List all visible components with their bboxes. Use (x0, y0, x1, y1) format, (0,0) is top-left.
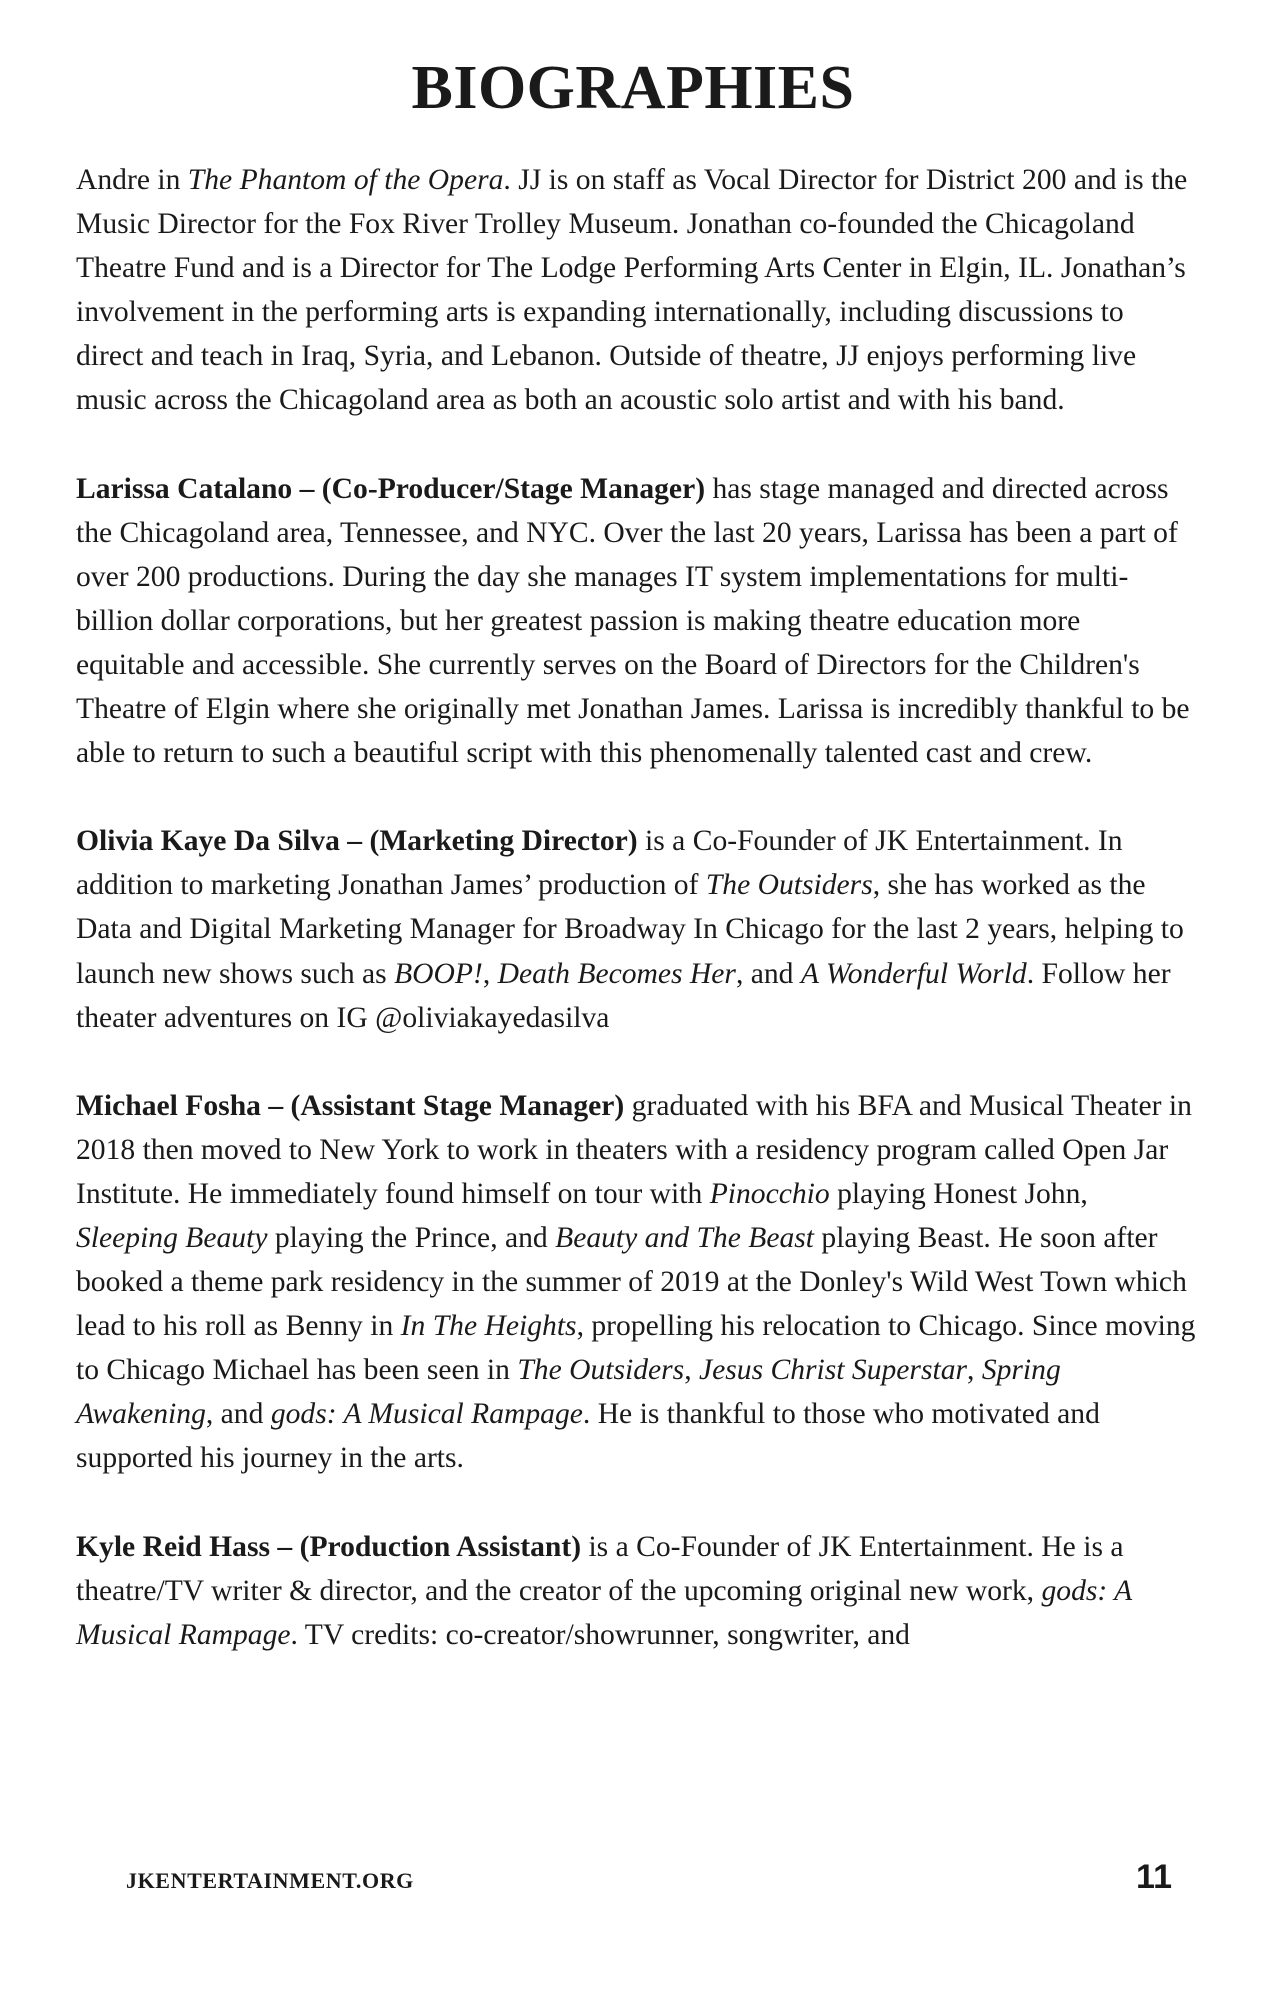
bio-text: playing Honest John, (829, 1177, 1088, 1210)
bio-text: , (967, 1354, 982, 1387)
bio-text: playing Beast. He soon after booked a theme park residency in the summer of 2019 at the Donley's Wild West Town which lead to his roll as Benny in (76, 1221, 1187, 1343)
bio-text: , (684, 1354, 699, 1387)
show-title: Beauty and The Beast (555, 1221, 815, 1254)
show-title: gods: A Musical Rampage (270, 1398, 583, 1431)
show-title: Pinocchio (709, 1177, 830, 1210)
bio-text: , and (205, 1398, 271, 1431)
show-title: gods: A Musical Rampage (76, 1574, 1132, 1651)
show-title: Sleeping Beauty (76, 1221, 268, 1254)
bio-text: playing the Prince, and (267, 1221, 556, 1254)
page-title: BIOGRAPHIES (411, 54, 855, 122)
bio-text: , (482, 957, 498, 990)
bio-text: , and (735, 957, 801, 990)
bio-text: , she has worked as the Data and Digital Marketing Manager for Broadway In Chicago for the last 2 years, helping to launch new shows such as (76, 869, 1184, 990)
bio-name: Michael Fosha – (Assistant Stage Manager) (76, 1089, 625, 1122)
bio-larissa-catalano (76, 467, 1196, 776)
bio-kyle-reid-hass (76, 1525, 1196, 1657)
show-title: In The Heights (400, 1310, 577, 1343)
bio-name: Olivia Kaye Da Silva – (Marketing Director) (76, 825, 638, 858)
bio-text: . Follow her theater adventures on IG @oliviakayedasilva (76, 957, 1171, 1034)
show-title: The Outsiders (705, 869, 873, 902)
bio-text: , propelling his relocation to Chicago. Since moving to Chicago Michael has been seen in (76, 1310, 1196, 1387)
bio-text: . He is thankful to those who motivated and supported his journey in the arts. (76, 1398, 1100, 1475)
bio-text: has stage managed and directed across the Chicagoland area, Tennessee, and NYC. Over the last 20 years, Larissa has been a part of over 200 productions. During the day she manages IT system implementations for multi-billion dollar corporations, but her greatest passion is making theatre education more equitable and accessible. She currently serves on the Board of Directors for the Children's Theatre of Elgin where she originally met Jonathan James. Larissa is incredibly thankful to be able to return to such a beautiful script with this phenomenally talented cast and crew. (76, 472, 1190, 770)
show-title: BOOP! (394, 957, 483, 990)
show-title: The Phantom of the Opera (187, 164, 504, 196)
show-title: A Wonderful World (800, 957, 1027, 990)
bio-text: is a Co-Founder of JK Entertainment. He is a theatre/TV writer & director, and the creator of the upcoming original new work, (76, 1530, 1124, 1607)
bio-text: . TV credits: co-creator/showrunner, songwriter, and (290, 1618, 910, 1651)
bio-michael-fosha (76, 1084, 1196, 1481)
show-title: The Outsiders (517, 1354, 685, 1387)
bio-name: Kyle Reid Hass – (Production Assistant) (76, 1530, 582, 1563)
bio-jonathan-continuation (76, 158, 1196, 423)
show-title: Spring Awakening (76, 1354, 1061, 1431)
biographies-body (76, 158, 1196, 1701)
bio-olivia-kaye-da-silva (76, 819, 1196, 1039)
bio-text: Andre in (76, 164, 188, 196)
bio-text: graduated with his BFA and Musical Theater in 2018 then moved to New York to work in theaters with a residency program called Open Jar Institute. He immediately found himself on tour with (76, 1089, 1192, 1210)
show-title: Jesus Christ Superstar (699, 1354, 968, 1387)
show-title: Death Becomes Her (497, 957, 736, 990)
page-number: 11 (1136, 1858, 1172, 1896)
bio-text: . JJ is on staff as Vocal Director for District 200 and is the Music Director for the Fox River Trolley Museum. Jonathan co-founded the Chicagoland Theatre Fund and is a Director for The Lodge Performing Arts Center in Elgin, IL. Jonathan’s involvement in the performing arts is expanding internationally, including discussions to direct and teach in Iraq, Syria, and Lebanon. Outside of theatre, JJ enjoys performing live music across the Chicagoland area as both an acoustic solo artist and with his band. (76, 164, 1188, 417)
bio-text: is a Co-Founder of JK Entertainment. In addition to marketing Jonathan James’ production of (76, 825, 1123, 902)
footer-website: JKENTERTAINMENT.ORG (126, 1868, 414, 1893)
bio-name: Larissa Catalano – (Co-Producer/Stage Manager) (76, 472, 706, 505)
